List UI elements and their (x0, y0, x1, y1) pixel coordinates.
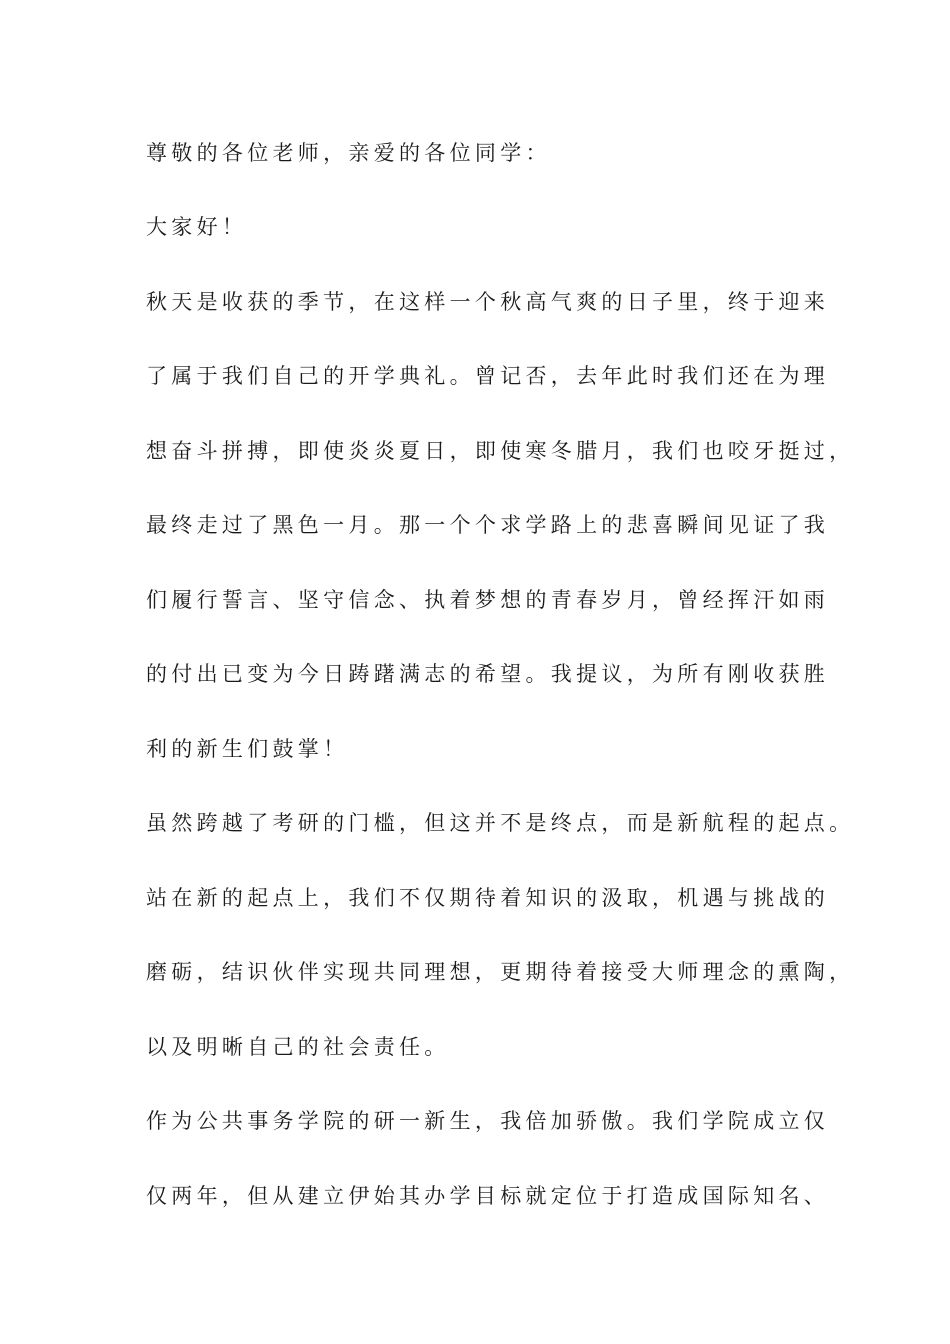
text-line: 站在新的起点上，我们不仅期待着知识的汲取，机遇与挑战的 (146, 886, 830, 910)
greeting-line: 大家好！ (146, 215, 248, 239)
text-line: 想奋斗拼搏，即使炎炎夏日，即使寒冬腊月，我们也咬牙挺过， (146, 439, 855, 463)
text-line: 秋天是收获的季节，在这样一个秋高气爽的日子里，终于迎来 (146, 290, 830, 314)
text-line: 最终走过了黑色一月。那一个个求学路上的悲喜瞬间见证了我 (146, 513, 830, 537)
text-line: 磨砺，结识伙伴实现共同理想，更期待着接受大师理念的熏陶， (146, 960, 855, 984)
text-line: 以及明晰自己的社会责任。 (146, 1035, 450, 1059)
text-line: 仅两年，但从建立伊始其办学目标就定位于打造成国际知名、 (146, 1184, 830, 1208)
text-line: 的付出已变为今日踌躇满志的希望。我提议，为所有刚收获胜 (146, 662, 830, 686)
text-line: 作为公共事务学院的研一新生，我倍加骄傲。我们学院成立仅 (146, 1109, 830, 1133)
text-line: 虽然跨越了考研的门槛，但这并不是终点，而是新航程的起点。 (146, 811, 855, 835)
text-line: 了属于我们自己的开学典礼。曾记否，去年此时我们还在为理 (146, 364, 830, 388)
text-line: 利的新生们鼓掌！ (146, 737, 349, 761)
salutation-line: 尊敬的各位老师，亲爱的各位同学： (146, 141, 551, 165)
text-line: 们履行誓言、坚守信念、执着梦想的青春岁月，曾经挥汗如雨 (146, 588, 830, 612)
